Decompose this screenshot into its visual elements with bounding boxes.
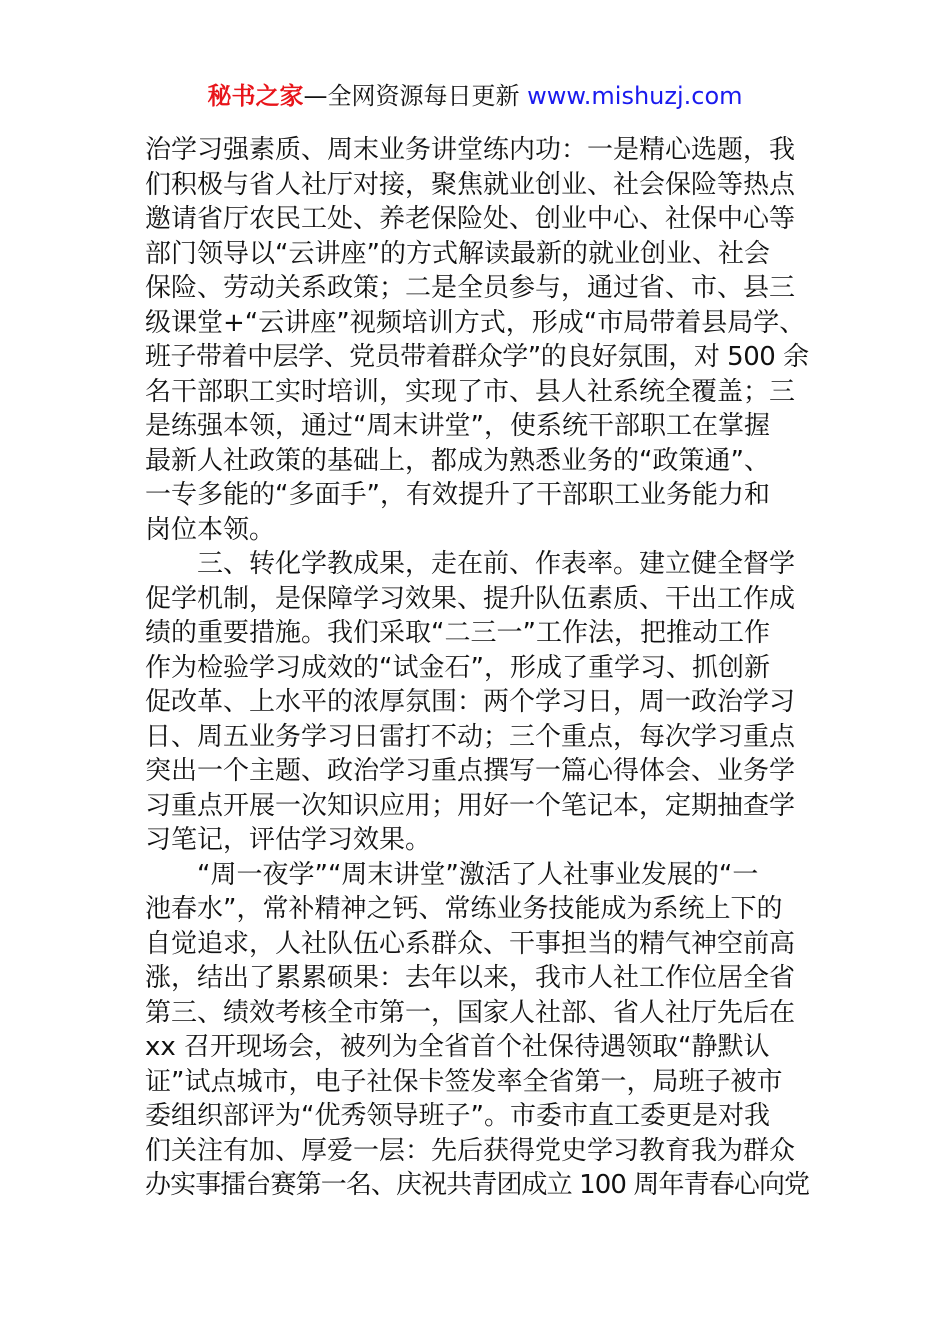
text-line: 部门领导以“云讲座”的方式解读最新的就业创业、社会: [145, 238, 770, 269]
text-line: 证”试点城市，电子社保卡签发率全省第一，局班子被市: [145, 1066, 783, 1097]
text-line: 最新人社政策的基础上，都成为熟悉业务的“政策通”、: [145, 445, 770, 476]
text-line: 第三、绩效考核全市第一，国家人社部、省人社厅先后在: [145, 997, 796, 1028]
text-line: 绩的重要措施。我们采取“二三一”工作法，把推动工作: [145, 618, 770, 648]
text-line: 名干部职工实时培训，实现了市、县人社系统全覆盖；三: [145, 376, 796, 407]
text-line: 一专多能的“多面手”，有效提升了干部职工业务能力和: [145, 480, 770, 510]
text-line: 作为检验学习成效的“试金石”，形成了重学习、抓创新: [145, 652, 770, 683]
text-line: “周一夜学”“周末讲堂”激活了人社事业发展的“一: [145, 859, 759, 890]
text-line: 是练强本领，通过“周末讲堂”，使系统干部职工在掌握: [145, 411, 770, 441]
section-heading-line: 三、转化学教成果，走在前、作表率。建立健全督学: [145, 549, 796, 579]
text-line: 涨，结出了累累硕果：去年以来，我市人社工作位居全省: [145, 963, 796, 993]
site-url-link[interactable]: www.mishuzj.com: [527, 82, 743, 110]
text-line: 办实事擂台赛第一名、庆祝共青团成立 100 周年青春心向党: [145, 1170, 810, 1200]
text-line: 治学习强素质、周末业务讲堂练内功：一是精心选题，我: [145, 135, 796, 165]
text-line: 习笔记，评估学习效果。: [145, 825, 432, 855]
text-line: 们积极与省人社厅对接，聚焦就业创业、社会保险等热点: [145, 169, 796, 200]
text-line: 班子带着中层学、党员带着群众学”的良好氛围，对 500 余: [145, 342, 809, 372]
site-tagline: —全网资源每日更新: [303, 82, 528, 110]
text-line: 池春水”，常补精神之钙、常练业务技能成为系统上下的: [145, 894, 783, 924]
text-line: 岗位本领。: [145, 514, 276, 545]
text-line: 级课堂+“云讲座”视频培训方式，形成“市局带着县局学、: [145, 307, 806, 338]
text-line: 促改革、上水平的浓厚氛围：两个学习日，周一政治学习: [145, 687, 796, 717]
text-line: 突出一个主题、政治学习重点撰写一篇心得体会、业务学: [145, 756, 796, 786]
text-line: 习重点开展一次知识应用；用好一个笔记本，定期抽查学: [145, 790, 796, 821]
document-body: [145, 133, 809, 1203]
site-header: [0, 80, 950, 112]
text-line: 促学机制，是保障学习效果、提升队伍素质、干出工作成: [145, 583, 796, 614]
text-line: xx 召开现场会，被列为全省首个社保待遇领取“静默认: [145, 1032, 770, 1062]
text-line: 们关注有加、厚爱一层：先后获得党史学习教育我为群众: [145, 1135, 796, 1166]
text-line: 日、周五业务学习日雷打不动；三个重点，每次学习重点: [145, 721, 796, 752]
text-line: 委组织部评为“优秀领导班子”。市委市直工委更是对我: [145, 1101, 770, 1131]
text-line: 邀请省厅农民工处、养老保险处、创业中心、社保中心等: [145, 204, 796, 234]
site-brand: 秘书之家: [207, 82, 304, 110]
text-line: 保险、劳动关系政策；二是全员参与，通过省、市、县三: [145, 273, 796, 303]
text-line: 自觉追求，人社队伍心系群众、干事担当的精气神空前高: [145, 928, 796, 959]
